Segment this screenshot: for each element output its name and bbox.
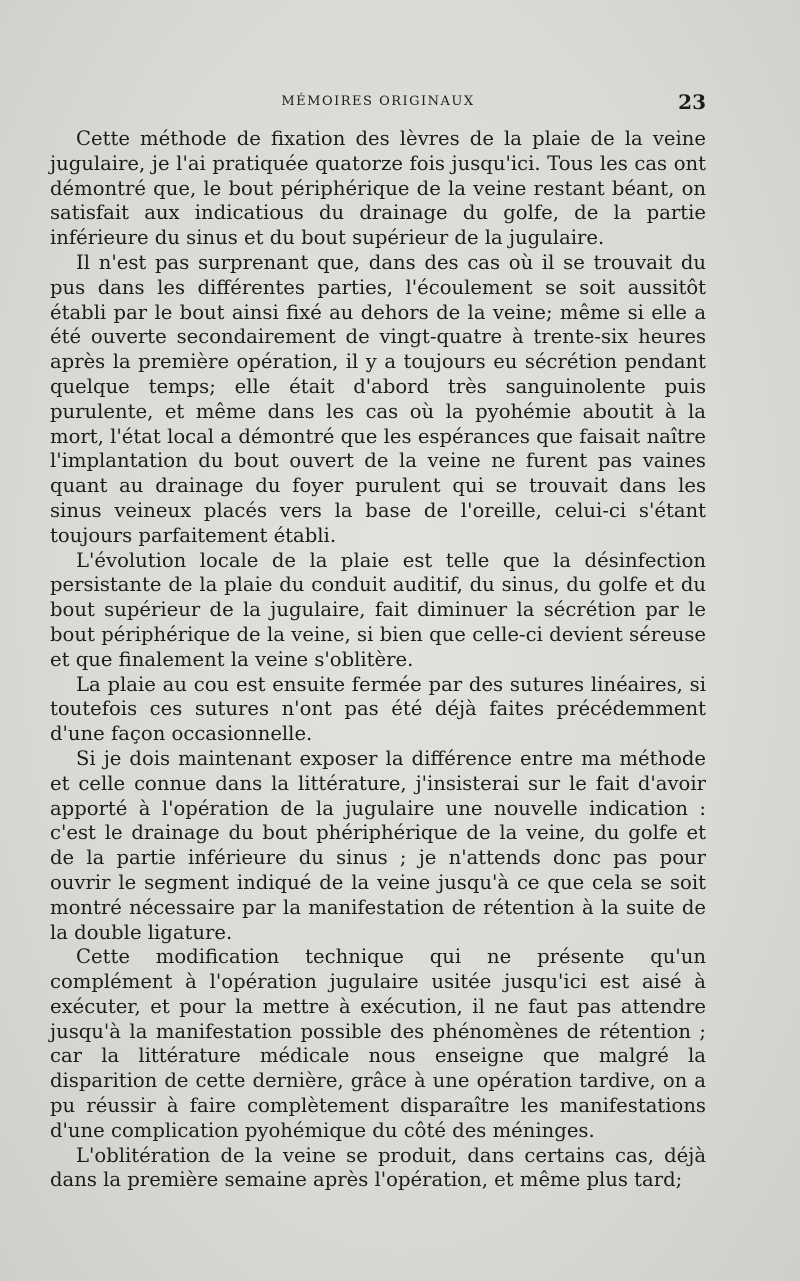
paragraph: Il n'est pas surprenant que, dans des cas où il se trouvait du pus dans les différentes parties, l'écoulement se soit aussitôt établi par le bout ainsi fixé au dehors de la veine; même si elle a été ouverte secondairement de vingt-quatre à trente-six heures après la première opération, il y a toujours eu sécrétion pendant quelque temps; elle était d'abord très sanguinolente puis purulente, et même dans les cas où la pyohémie aboutit à la mort, l'état local a démontré que les espérances que faisait naître l'implantation du bout ouvert de la veine ne furent pas vaines quant au drainage du foyer purulent qui se trouvait dans les sinus veineux placés vers la base de l'oreille, celui-ci s'étant toujours parfaitement établi. (50, 250, 706, 547)
paragraph: Cette méthode de fixation des lèvres de la plaie de la veine jugulaire, je l'ai pratiquée quatorze fois jusqu'ici. Tous les cas ont démontré que, le bout périphérique de la veine restant béant, on satisfait aux indicatious du drainage du golfe, de la partie inférieure du sinus et du bout supérieur de la jugulaire. (50, 127, 706, 250)
paragraph: La plaie au cou est ensuite fermée par des sutures linéaires, si toutefois ces sutures n'ont pas été déjà faites précédemment d'une façon occasionnelle. (50, 672, 706, 746)
paragraph: Cette modification technique qui ne présente qu'un complément à l'opération jugulaire usitée jusqu'ici est aisé à exécuter, et pour la mettre à exécution, il ne faut pas attendre jusqu'à la manifestation possible des phénomènes de rétention ; car la littérature médicale nous enseigne que malgré la disparition de cette dernière, grâce à une opération tardive, on a pu réussir à faire complètement disparaître les manifestations d'une complication pyohémique du côté des méninges. (50, 945, 706, 1142)
page-header (50, 90, 706, 114)
paragraph: L'oblitération de la veine se produit, dans certains cas, déjà dans la première semaine après l'opération, et même plus tard; (50, 1143, 706, 1192)
running-head: MÉMOIRES ORIGINAUX (281, 94, 475, 109)
page-number: 23 (678, 90, 706, 114)
body-text (50, 127, 706, 1193)
paragraph: L'évolution locale de la plaie est telle que la désinfection persistante de la plaie du conduit auditif, du sinus, du golfe et du bout supérieur de la jugulaire, fait diminuer la sécrétion par le bout périphérique de la veine, si bien que celle-ci devient séreuse et que finalement la veine s'oblitère. (50, 548, 706, 671)
paragraph: Si je dois maintenant exposer la différence entre ma méthode et celle connue dans la littérature, j'insisterai sur le fait d'avoir apporté à l'opération de la jugulaire une nouvelle indication : c'est le drainage du bout phériphérique de la veine, du golfe et de la partie inférieure du sinus ; je n'attends donc pas pour ouvrir le segment indiqué de la veine jusqu'à ce que cela se soit montré nécessaire par la manifestation de rétention à la suite de la double ligature. (50, 746, 706, 944)
